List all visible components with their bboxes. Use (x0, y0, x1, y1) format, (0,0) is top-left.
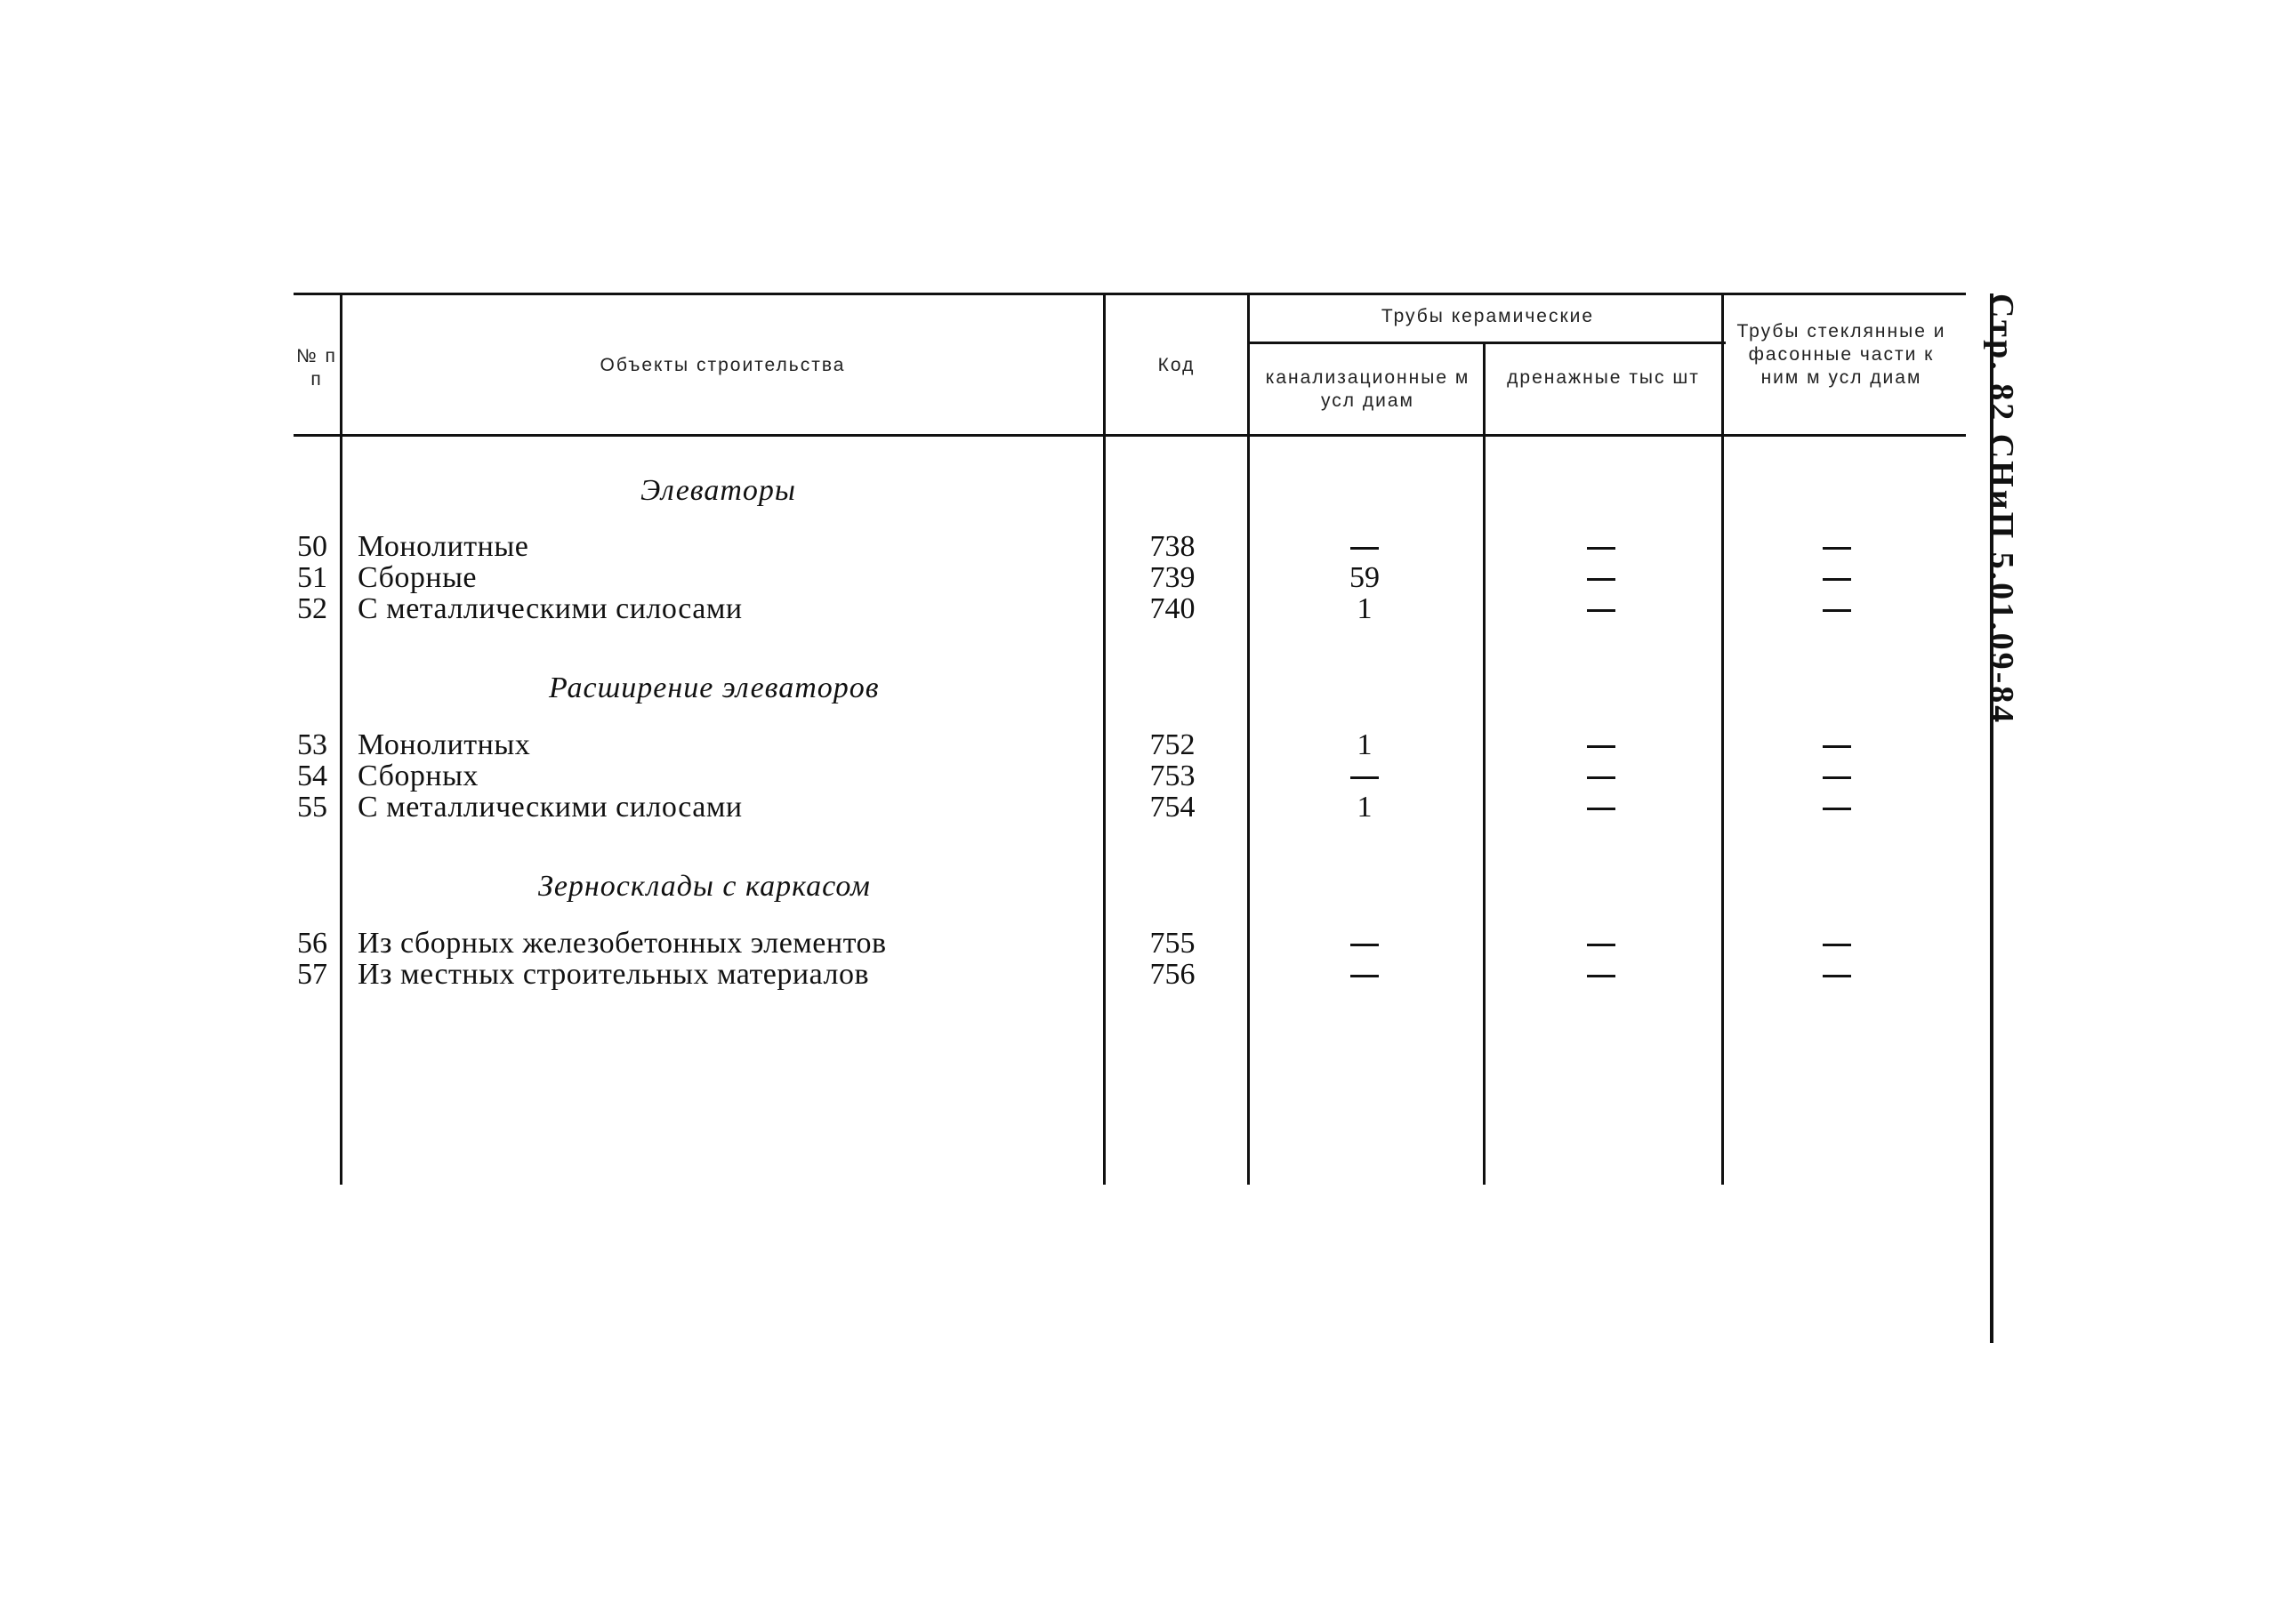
row-glass-dash (1823, 609, 1851, 612)
section-title: Элеваторы (640, 474, 796, 507)
row-glass-dash (1823, 578, 1851, 581)
header-sewer: канализационные м усл диам (1265, 367, 1470, 411)
row-number: 51 (297, 561, 327, 594)
row-number: 56 (297, 927, 327, 960)
row-object-name: С металлическими силосами (358, 791, 743, 824)
section-title: Зерносклады с каркасом (538, 870, 871, 903)
header-drain: дренажные тыс шт (1507, 367, 1700, 388)
col-divider-sewer (1483, 342, 1486, 1185)
page-side-caption: Стр. 82 СНиП 5.01.09-84 (1983, 293, 2020, 726)
row-object-name: Из сборных железобетонных элементов (358, 927, 887, 960)
row-code: 756 (1149, 958, 1196, 991)
row-number: 54 (297, 760, 327, 792)
row-sewer-dash (1350, 944, 1379, 946)
row-glass-dash (1823, 776, 1851, 779)
row-code: 752 (1149, 728, 1196, 761)
row-number: 52 (297, 592, 327, 625)
row-number: 55 (297, 791, 327, 824)
row-code: 755 (1149, 927, 1196, 960)
ceramic-group-rule (1248, 342, 1726, 344)
row-object-name: Сборных (358, 760, 479, 792)
row-glass-dash (1823, 808, 1851, 810)
row-sewer-dash (1350, 547, 1379, 550)
row-glass-dash (1823, 944, 1851, 946)
header-ceramic-group: Трубы керамические (1381, 306, 1595, 326)
row-drain-dash (1587, 944, 1615, 946)
section-title: Расширение элеваторов (549, 671, 880, 704)
row-object-name: С металлическими силосами (358, 592, 743, 625)
row-sewer-value: 1 (1357, 592, 1373, 625)
row-code: 738 (1149, 530, 1196, 563)
row-drain-dash (1587, 808, 1615, 810)
row-glass-dash (1823, 745, 1851, 748)
row-number: 57 (297, 958, 327, 991)
row-drain-dash (1587, 547, 1615, 550)
row-sewer-value: 1 (1357, 791, 1373, 824)
row-object-name: Монолитные (358, 530, 529, 563)
header-num: № п п (296, 346, 337, 390)
col-divider-num (340, 293, 342, 1185)
row-sewer-value: 59 (1349, 561, 1380, 594)
col-divider-code (1247, 293, 1250, 1185)
row-glass-dash (1823, 975, 1851, 977)
row-drain-dash (1587, 975, 1615, 977)
table-top-rule (294, 293, 1966, 295)
col-divider-object (1103, 293, 1106, 1185)
row-sewer-value: 1 (1357, 728, 1373, 761)
header-code: Код (1157, 355, 1196, 375)
row-code: 740 (1149, 592, 1196, 625)
row-sewer-dash (1350, 975, 1379, 977)
row-object-name: Сборные (358, 561, 478, 594)
row-drain-dash (1587, 776, 1615, 779)
row-drain-dash (1587, 578, 1615, 581)
col-divider-drain (1721, 293, 1724, 1185)
row-number: 53 (297, 728, 327, 761)
row-object-name: Из местных строительных материалов (358, 958, 869, 991)
header-bottom-rule (294, 434, 1966, 437)
row-drain-dash (1587, 609, 1615, 612)
row-drain-dash (1587, 745, 1615, 748)
header-object: Объекты строительства (600, 355, 846, 375)
row-code: 753 (1149, 760, 1196, 792)
row-sewer-dash (1350, 776, 1379, 779)
row-code: 739 (1149, 561, 1196, 594)
row-object-name: Монолитных (358, 728, 531, 761)
header-glass: Трубы стеклянные и фасонные части к ним м усл диам (1736, 321, 1946, 388)
row-code: 754 (1149, 791, 1196, 824)
row-number: 50 (297, 530, 327, 563)
row-glass-dash (1823, 547, 1851, 550)
